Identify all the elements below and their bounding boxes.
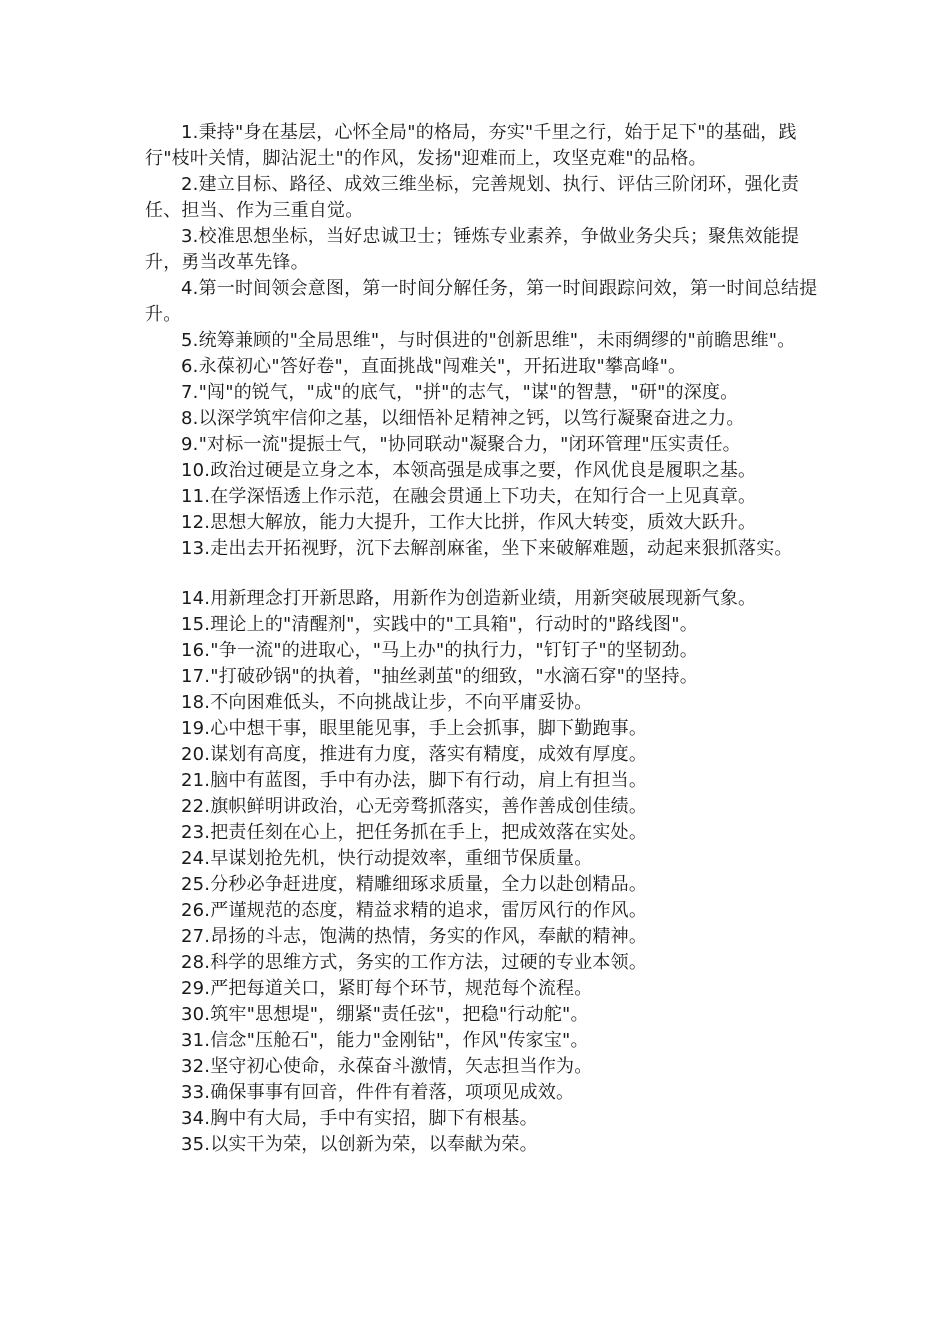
paragraph-gap xyxy=(145,562,835,586)
list-item: 4.第一时间领会意图，第一时间分解任务，第一时间跟踪问效，第一时间总结提升。 xyxy=(145,278,818,325)
list-item: 17."打破砂锅"的执着，"抽丝剥茧"的细致，"水滴石穿"的坚持。 xyxy=(181,666,698,687)
list-item: 6.永葆初心"答好卷"，直面挑战"闯难关"，开拓进取"攀高峰"。 xyxy=(181,356,687,377)
list-item: 27.昂扬的斗志，饱满的热情，务实的作风，奉献的精神。 xyxy=(181,926,648,947)
list-item: 3.校准思想坐标，当好忠诚卫士；锤炼专业素养，争做业务尖兵；聚焦效能提升，勇当改革先锋。 xyxy=(145,226,800,273)
list-item: 8.以深学筑牢信仰之基，以细悟补足精神之钙，以笃行凝聚奋进之力。 xyxy=(181,408,745,429)
list-item: 9."对标一流"提振士气，"协同联动"凝聚合力，"闭环管理"压实责任。 xyxy=(181,434,741,455)
list-item: 22.旗帜鲜明讲政治，心无旁骛抓落实，善作善成创佳绩。 xyxy=(181,796,648,817)
list-item: 24.早谋划抢先机，快行动提效率，重细节保质量。 xyxy=(181,848,593,869)
list-item: 12.思想大解放，能力大提升，工作大比拼，作风大转变，质效大跃升。 xyxy=(181,512,757,533)
item-list-part2 xyxy=(145,586,835,1158)
list-item: 5.统筹兼顾的"全局思维"，与时俱进的"创新思维"，未雨绸缪的"前瞻思维"。 xyxy=(181,330,796,351)
list-item: 25.分秒必争赶进度，精雕细琢求质量，全力以赴创精品。 xyxy=(181,874,648,895)
list-item: 31.信念"压舱石"，能力"金刚钻"，作风"传家宝"。 xyxy=(181,1030,589,1051)
list-item: 32.坚守初心使命，永葆奋斗激情，矢志担当作为。 xyxy=(181,1056,593,1077)
list-item: 23.把责任刻在心上，把任务抓在手上，把成效落在实处。 xyxy=(181,822,648,843)
list-item: 19.心中想干事，眼里能见事，手上会抓事，脚下勤跑事。 xyxy=(181,718,648,739)
list-item: 28.科学的思维方式，务实的工作方法，过硬的专业本领。 xyxy=(181,952,648,973)
list-item: 34.胸中有大局，手中有实招，脚下有根基。 xyxy=(181,1108,538,1129)
item-list-part1 xyxy=(145,120,835,562)
list-item: 2.建立目标、路径、成效三维坐标，完善规划、执行、评估三阶闭环，强化责任、担当、作为三重自觉。 xyxy=(145,174,800,221)
list-item: 20.谋划有高度，推进有力度，落实有精度，成效有厚度。 xyxy=(181,744,648,765)
list-item: 29.严把每道关口，紧盯每个环节，规范每个流程。 xyxy=(181,978,593,999)
list-item: 10.政治过硬是立身之本，本领高强是成事之要，作风优良是履职之基。 xyxy=(181,460,757,481)
list-item: 30.筑牢"思想堤"，绷紧"责任弦"，把稳"行动舵"。 xyxy=(181,1004,589,1025)
list-item: 21.脑中有蓝图，手中有办法，脚下有行动，肩上有担当。 xyxy=(181,770,648,791)
list-item: 16."争一流"的进取心，"马上办"的执行力，"钉钉子"的坚韧劲。 xyxy=(181,640,698,661)
list-item: 35.以实干为荣，以创新为荣，以奉献为荣。 xyxy=(181,1134,538,1155)
list-item: 33.确保事事有回音，件件有着落，项项见成效。 xyxy=(181,1082,575,1103)
list-item: 1.秉持"身在基层，心怀全局"的格局，夯实"千里之行，始于足下"的基础，践行"枝叶关情，脚沾泥土"的作风，发扬"迎难而上，攻坚克难"的品格。 xyxy=(145,122,797,169)
list-item: 7."闯"的锐气，"成"的底气，"拼"的志气，"谋"的智慧，"研"的深度。 xyxy=(181,382,739,403)
document-page xyxy=(145,120,835,1158)
list-item: 14.用新理念打开新思路，用新作为创造新业绩，用新突破展现新气象。 xyxy=(181,588,757,609)
list-item: 13.走出去开拓视野，沉下去解剖麻雀，坐下来破解难题，动起来狠抓落实。 xyxy=(181,538,793,559)
list-item: 18.不向困难低头，不向挑战让步，不向平庸妥协。 xyxy=(181,692,593,713)
list-item: 15.理论上的"清醒剂"，实践中的"工具箱"，行动时的"路线图"。 xyxy=(181,614,698,635)
list-item: 11.在学深悟透上作示范，在融会贯通上下功夫，在知行合一上见真章。 xyxy=(181,486,757,507)
list-item: 26.严谨规范的态度，精益求精的追求，雷厉风行的作风。 xyxy=(181,900,648,921)
